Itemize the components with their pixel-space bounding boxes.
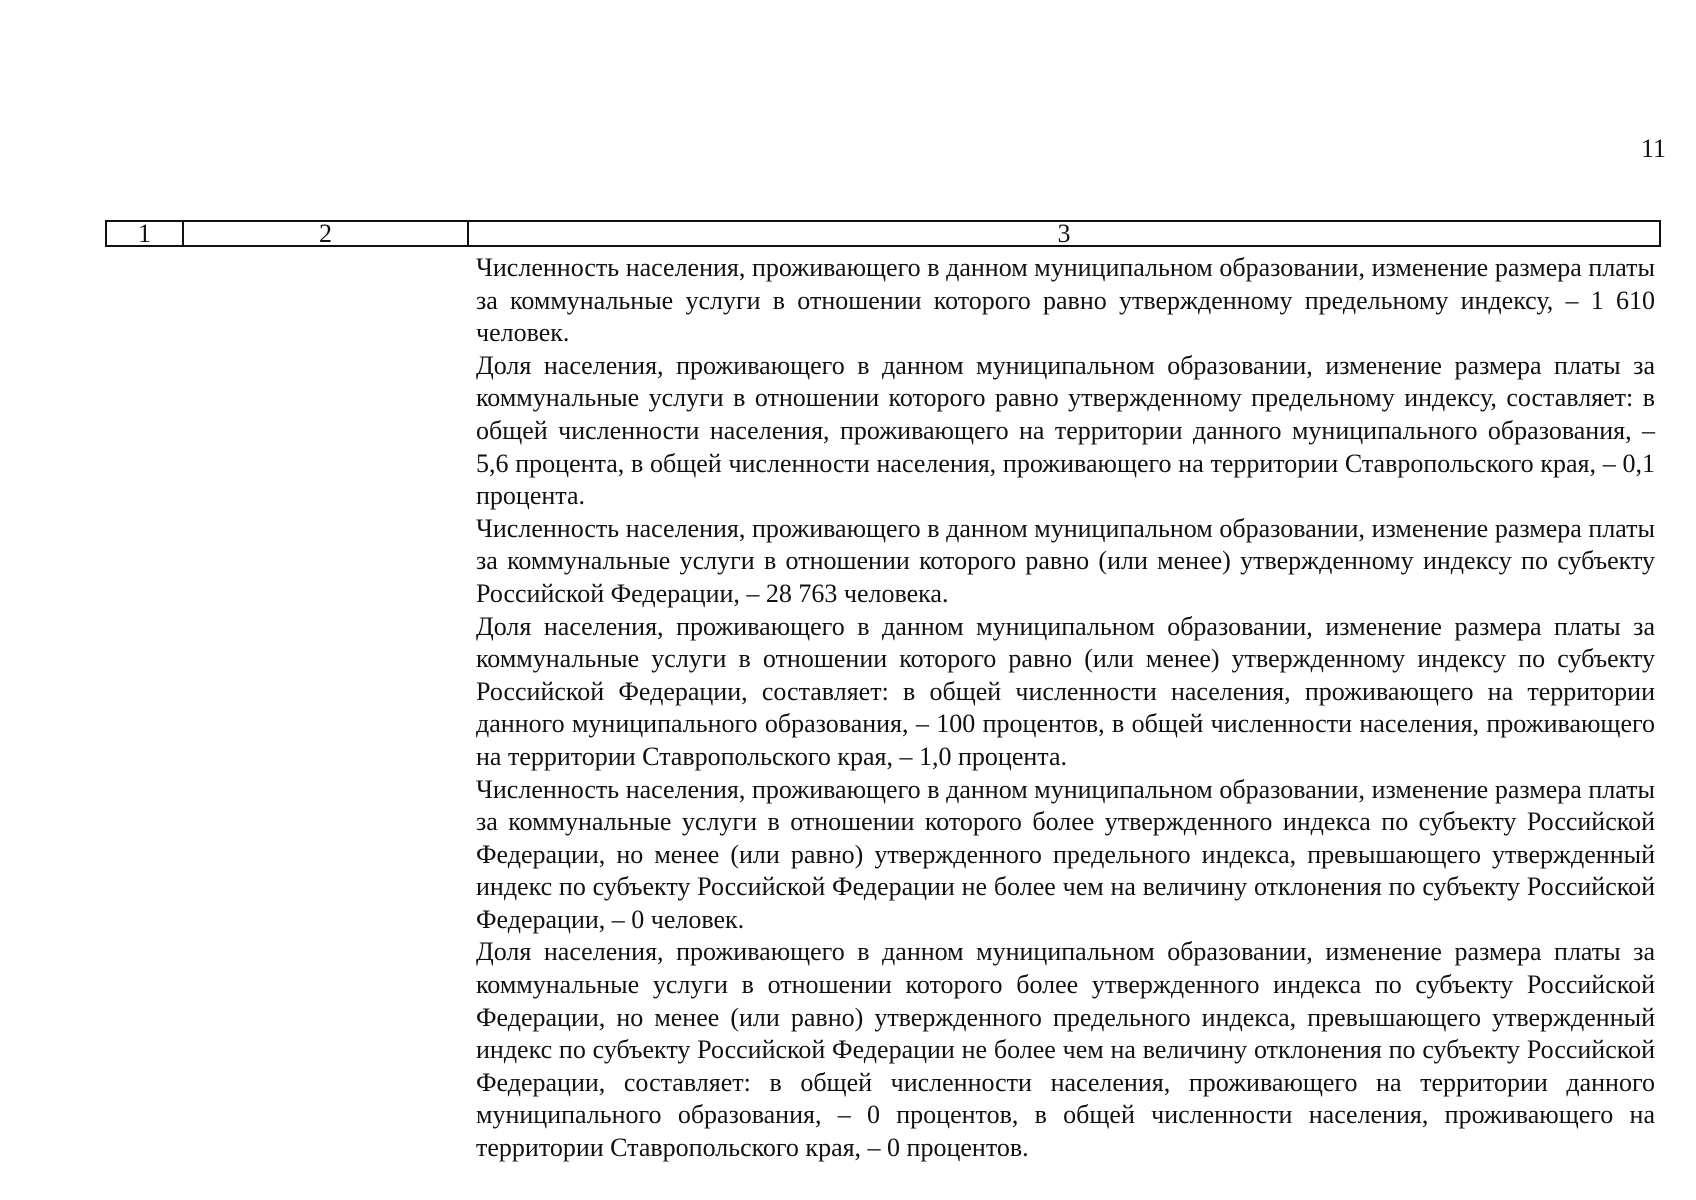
paragraph-population-count-above-index: Численность населения, проживающего в данном муниципальном образовании, изменение размера платы за коммунальные услуги в отношении которого более утвержденного индекса по субъекту Российской Федерации, но менее (или равно) утвержденного предельного индекса, превышающего утвержденный индекс по субъекту Российской Федерации не более чем на величину отклонения по субъекту Российской Федерации, – 0 человек. <box>476 774 1655 934</box>
column-header-2: 2 <box>183 221 468 246</box>
paragraph-population-count-regional-index: Численность населения, проживающего в данном муниципальном образовании, изменение размера платы за коммунальные услуги в отношении которого равно (или менее) утвержденному индексу по субъекту Российской Федерации, – 28 763 человека. <box>476 513 1655 608</box>
paragraph-population-share-limit-index: Доля населения, проживающего в данном муниципальном образовании, изменение размера платы за коммунальные услуги в отношении которого равно утвержденному предельному индексу, составляет: в общей численности населения, проживающего на территории данного муниципального образования, – 5,6 процента, в общей численности населения, проживающего на территории Ставропольского края, – 0,1 процента. <box>476 350 1655 511</box>
paragraph-population-count-limit-index: Численность населения, проживающего в данном муниципальном образовании, изменение размера платы за коммунальные услуги в отношении которого равно утвержденному предельному индексу, – 1 610 человек. <box>476 253 1655 348</box>
page-number: 11 <box>1640 134 1666 163</box>
paragraph-population-share-above-index: Доля населения, проживающего в данном муниципальном образовании, изменение размера платы за коммунальные услуги в отношении которого более утвержденного индекса по субъекту Российской Федерации, но менее (или равно) утвержденного предельного индекса, превышающего утвержденный индекс по субъекту Российской Федерации не более чем на величину отклонения по субъекту Российской Федерации, составляет: в общей численности населения, проживающего на территории данного муниципального образования, – 0 процентов, в общей численности населения, проживающего на территории Ставропольского края, – 0 процентов. <box>476 937 1655 1163</box>
column-header-row <box>106 221 1660 246</box>
column-header-table <box>105 220 1661 247</box>
paragraph-population-share-regional-index: Доля населения, проживающего в данном муниципальном образовании, изменение размера платы за коммунальные услуги в отношении которого равно (или менее) утвержденному индексу по субъекту Российской Федерации, составляет: в общей численности населения, проживающего на территории данного муниципального образования, – 100 процентов, в общей численности населения, проживающего на территории Ставропольского края, – 1,0 процента. <box>476 611 1655 771</box>
column-3-content <box>476 252 1655 1165</box>
column-header-1: 1 <box>106 221 183 246</box>
column-header-3: 3 <box>468 221 1660 246</box>
